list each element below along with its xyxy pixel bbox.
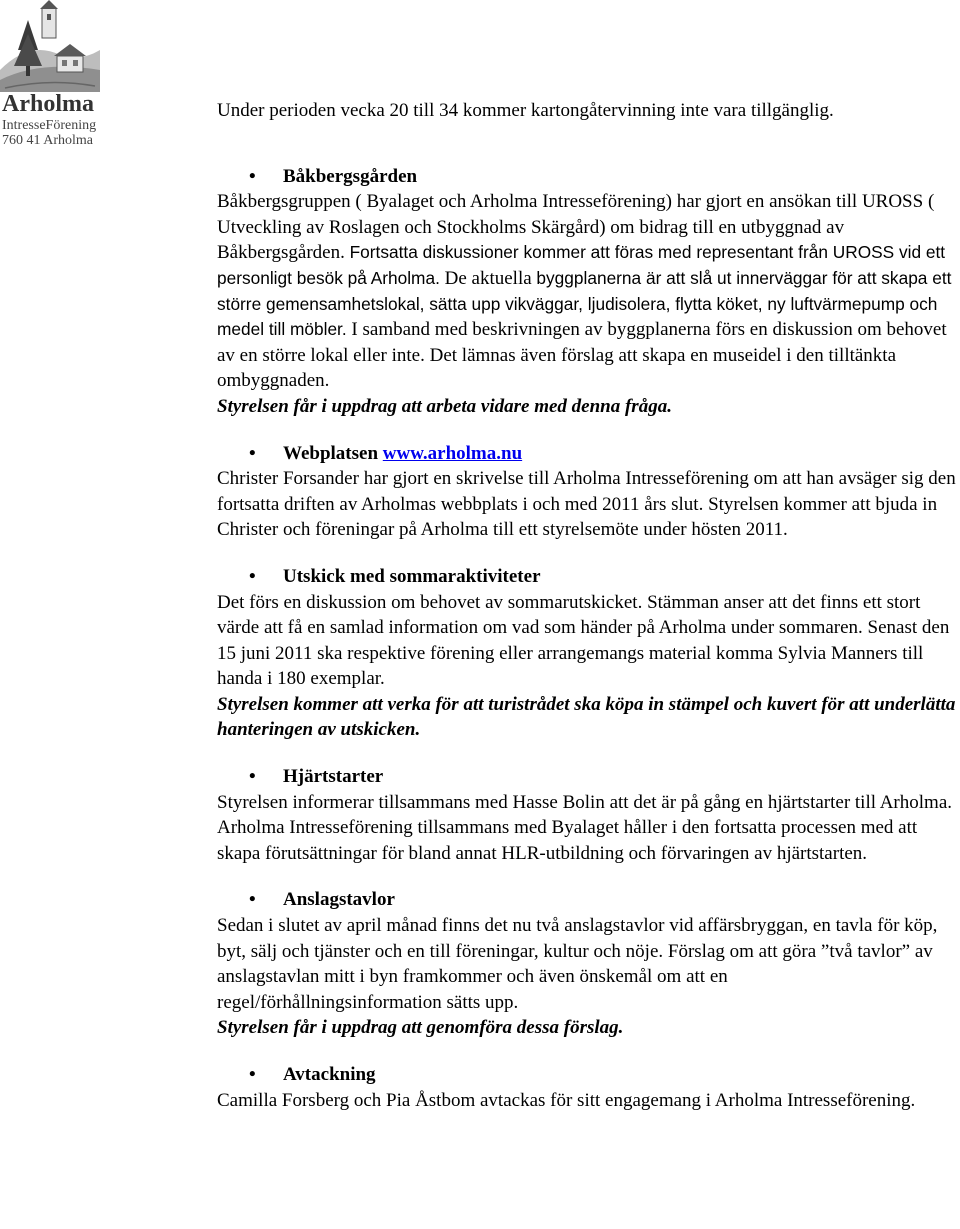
heading-hjartstarter: Hjärtstarter [283,766,384,788]
section-avtackning [217,1062,957,1113]
hjartstarter-body: Styrelsen informerar tillsammans med Hasse Bolin att det är på gång en hjärtstarter till Arholma. Arholma Intresseförening tillsammans med Byalaget håller i den fortsatta processen med att skapa förutsättningar för bland annat HLR-utbildning och förvaringen av hjärtstarten. [217,791,952,864]
website-link[interactable]: www.arholma.nu [382,442,523,464]
bullet-icon: • [249,442,256,464]
arholma-logo [0,0,100,152]
logo-address: 760 41 Arholma [2,133,93,148]
bakbergsgarden-decision: Styrelsen får i uppdrag att arbeta vidare med denna fråga. [217,395,672,417]
heading-webplatsen [283,441,522,467]
intro-paragraph: Under perioden vecka 20 till 34 kommer kartongåtervinning inte vara tillgänglig. [217,100,834,121]
bakbergsgarden-p1: Båkbergsgruppen ( Byalaget och Arholma Intresseförening) har gjort en ansökan till UROSS ( Utveckling av Roslagen och Stockholms Skärgård) om bidrag till en utbyggnad av Båkbergsgården. [217,191,935,264]
section-bakbergsgarden [217,164,957,420]
document-body [217,98,957,1113]
bullet-icon: • [249,766,256,788]
utskick-decision: Styrelsen kommer att verka för att turistrådet ska köpa in stämpel och kuvert för att underlätta hanteringen av utskicken. [217,693,956,741]
anslagstavlor-body: Sedan i slutet av april månad finns det nu två anslagstavlor vid affärsbryggan, en tavla för köp, byt, sälj och tjänster och en till föreningar, kultur och nöje. Förslag om att göra ”två tavlor” av anslagstavlan mitt i byn framkommer och även önskemål om att en regel/förhållningsinformation sätts upp. [217,915,938,1013]
section-utskick [217,564,957,743]
heading-webplatsen-label: Webplatsen [283,442,379,464]
heading-anslagstavlor: Anslagstavlor [283,889,395,911]
bakbergsgarden-p3: I samband med beskrivningen av byggplanerna förs en diskussion om behovet av en större lokal eller inte. Det lämnas även förslag att skapa en museidel i den tilltänkta ombyggnaden. [217,319,947,392]
section-heading [217,1062,957,1088]
bakbergsgarden-p2: De aktuella [444,267,532,289]
section-hjartstarter [217,764,957,866]
heading-utskick: Utskick med sommaraktiviteter [283,565,541,587]
heading-bakbergsgarden: Båkbergsgården [283,165,418,187]
section-anslagstavlor [217,887,957,1041]
logo-subtitle: IntresseFörening [2,118,97,133]
bakbergsgarden-p2-sans: byggplanerna är att slå ut innerväggar för att skapa ett större gemensamhetslokal, sätta upp vikväggar, ljudisolera, flytta köket, ny luftvärmepump och medel till möbler. [217,267,952,340]
section-heading [217,441,957,467]
anslagstavlor-decision: Styrelsen får i uppdrag att genomföra dessa förslag. [217,1017,624,1039]
logo-illustration [0,0,100,92]
heading-avtackning: Avtackning [283,1064,376,1085]
section-heading [217,764,957,790]
logo-name: Arholma [2,91,94,117]
bullet-icon: • [249,1064,256,1085]
bullet-icon: • [249,565,256,587]
section-heading [217,887,957,913]
bakbergsgarden-p1-sans: Fortsatta diskussioner kommer att föras med representant från UROSS vid ett personligt besök på Arholma. [217,242,946,288]
avtackning-body: Camilla Forsberg och Pia Åstbom avtackas för sitt engagemang i Arholma Intresseförening. [217,1089,916,1111]
bullet-icon: • [249,889,256,911]
section-webplatsen [217,441,957,543]
webplatsen-body: Christer Forsander har gjort en skrivelse till Arholma Intresseförening om att han avsäger sig den fortsatta driften av Arholmas webbplats i och med 2011 års slut. Styrelsen kommer att bjuda in Christer och föreningar på Arholma till ett styrelsemöte under hösten 2011. [217,468,956,541]
section-heading [217,164,957,190]
bullet-icon: • [249,165,256,187]
utskick-body: Det förs en diskussion om behovet av sommarutskicket. Stämman anser att det finns ett stort värde att få en samlad information om vad som händer på Arholma under sommaren. Senast den 15 juni 2011 ska respektive förening eller arrangemangs material komma Sylvia Manners till handa i 180 exemplar. [217,591,950,690]
section-heading [217,564,957,590]
bakbergsgarden-body [217,189,957,394]
